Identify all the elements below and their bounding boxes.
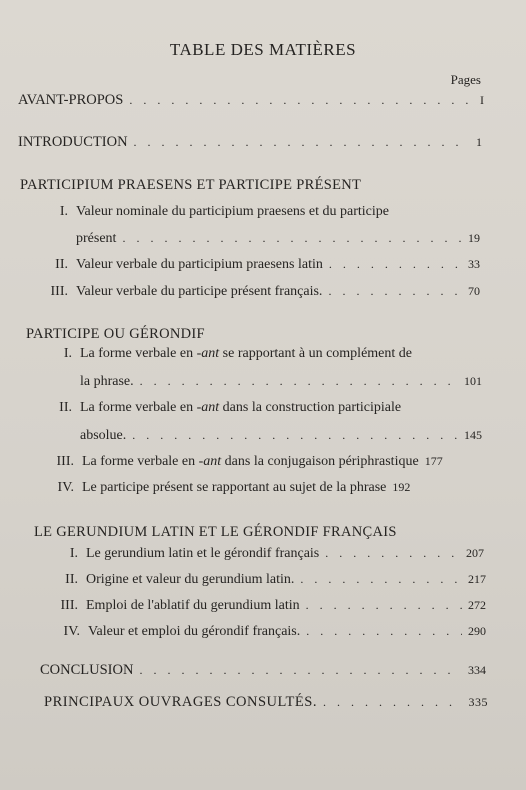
item-number: III.	[50, 284, 68, 299]
toc-item	[46, 257, 480, 273]
item-number: II.	[59, 400, 72, 415]
toc-item	[48, 204, 389, 220]
toc-entry-bibliography	[44, 694, 488, 711]
item-page: 70	[468, 284, 480, 298]
leader-dots	[323, 695, 463, 710]
entry-page: 1	[476, 135, 482, 149]
toc-item	[46, 454, 484, 470]
item-page: 272	[468, 598, 486, 612]
item-text: Emploi de l'ablatif du gerundium latin	[86, 598, 300, 613]
page-title: TABLE DES MATIÈRES	[169, 40, 357, 59]
item-page: 19	[468, 231, 480, 245]
item-page: 33	[468, 257, 480, 271]
toc-item-continuation	[76, 231, 480, 247]
leader-dots	[134, 135, 470, 150]
item-text: La forme verbale en -ant se rapportant à un complément de	[80, 346, 412, 361]
section-title: PARTICIPE OU GÉRONDIF	[26, 326, 205, 342]
section-title: LE GERUNDIUM LATIN ET LE GÉRONDIF FRANÇAIS	[34, 524, 397, 540]
toc-item	[48, 480, 484, 496]
item-text: Valeur nominale du participium praesens et du participe	[76, 204, 389, 219]
entry-page: 335	[468, 695, 488, 709]
item-text: La forme verbale en -ant dans la conjugaison périphrastique	[82, 454, 419, 469]
item-number: II.	[65, 572, 78, 587]
toc-item-continuation	[80, 374, 482, 390]
leader-dots	[328, 284, 462, 299]
leader-dots	[306, 624, 462, 639]
item-page: 145	[464, 428, 482, 442]
leader-dots	[122, 231, 462, 246]
item-number: III.	[60, 598, 78, 613]
entry-label: PRINCIPAUX OUVRAGES CONSULTÉS.	[44, 694, 317, 710]
entry-label: AVANT-PROPOS	[18, 92, 124, 108]
toc-entry-avant-propos	[18, 92, 484, 109]
item-number: I.	[63, 346, 72, 361]
item-number: I.	[69, 546, 78, 561]
item-text: Valeur verbale du participe présent français.	[76, 284, 323, 299]
item-page: 177	[424, 454, 443, 468]
entry-page: I	[480, 93, 484, 107]
item-number: IV.	[57, 480, 74, 495]
leader-dots	[300, 572, 462, 587]
item-text: Le gerundium latin et le gérondif français	[86, 546, 320, 561]
item-text: absolue.	[80, 428, 127, 443]
item-page: 217	[468, 572, 486, 586]
item-page: 192	[392, 480, 411, 494]
section-title: PARTICIPIUM PRAESENS ET PARTICIPE PRÉSENT	[20, 177, 362, 193]
item-text: Valeur et emploi du gérondif français.	[88, 624, 301, 639]
leader-dots	[140, 374, 458, 389]
item-text: la phrase.	[80, 374, 134, 389]
item-page: 207	[466, 546, 484, 560]
item-number: I.	[59, 204, 68, 219]
leader-dots	[329, 257, 462, 272]
item-text: présent	[76, 231, 117, 246]
leader-dots	[325, 546, 460, 561]
toc-item	[58, 572, 486, 588]
item-number: IV.	[63, 624, 80, 639]
toc-item-continuation	[80, 428, 482, 444]
item-text: Le participe présent se rapportant au sujet de la phrase	[82, 480, 387, 495]
entry-label: CONCLUSION	[40, 662, 134, 678]
toc-item	[56, 346, 412, 362]
toc-item	[62, 546, 484, 562]
toc-item	[50, 400, 401, 416]
leader-dots	[139, 663, 462, 678]
entry-page: 334	[468, 663, 486, 677]
toc-entry-introduction	[18, 134, 482, 151]
item-page: 290	[468, 624, 486, 638]
toc-entry-conclusion	[40, 662, 486, 679]
leader-dots	[306, 598, 462, 613]
item-number: III.	[56, 454, 74, 469]
toc-item	[40, 284, 480, 300]
toc-item	[56, 624, 486, 640]
item-text: La forme verbale en -ant dans la construction participiale	[80, 400, 402, 415]
leader-dots	[129, 93, 474, 108]
pages-column-label: Pages	[450, 72, 481, 87]
item-text: Valeur verbale du participium praesens latin	[76, 257, 323, 272]
entry-label: INTRODUCTION	[18, 134, 128, 150]
leader-dots	[132, 428, 458, 443]
item-page: 101	[464, 374, 482, 388]
item-text: Origine et valeur du gerundium latin.	[86, 572, 295, 587]
item-number: II.	[55, 257, 68, 272]
toc-item	[52, 598, 486, 614]
